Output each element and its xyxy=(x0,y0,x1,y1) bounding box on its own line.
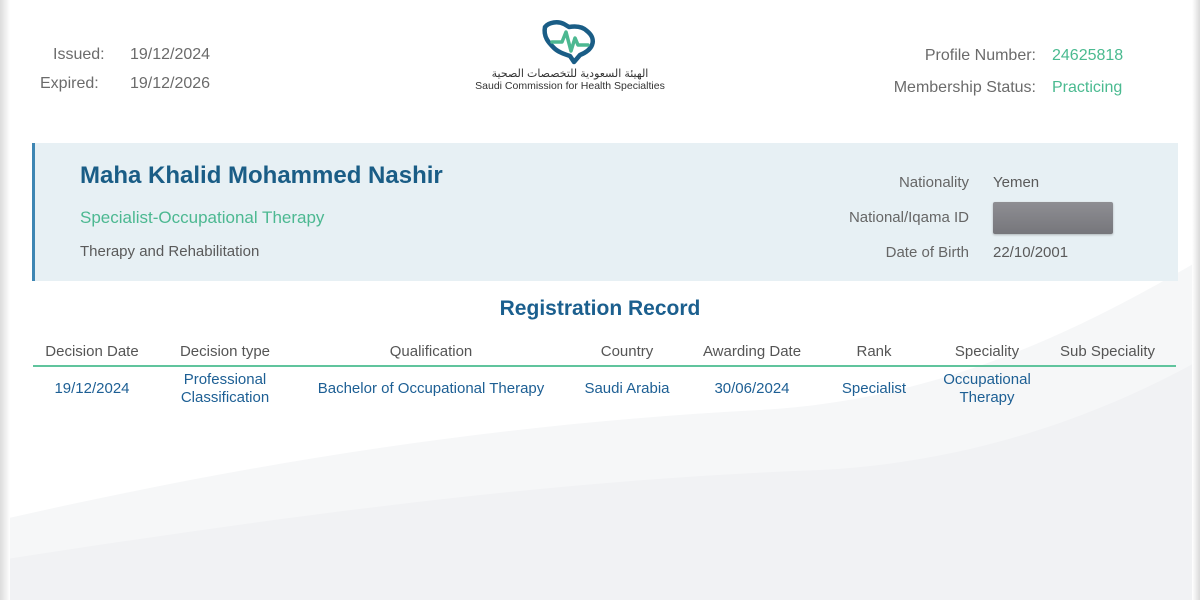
cell-rank: Specialist xyxy=(841,380,907,397)
column-header-sub-speciality: Sub Speciality xyxy=(1059,342,1156,360)
practitioner-details xyxy=(805,165,1113,270)
issued-value: 19/12/2024 xyxy=(130,45,211,63)
column-header-qualification: Qualification xyxy=(389,342,473,360)
national-id-label: National/Iqama ID xyxy=(848,209,969,226)
cell-decision-type-line1: Professional xyxy=(183,371,267,388)
nationality-value: Yemen xyxy=(993,174,1040,191)
profile-number-value: 24625818 xyxy=(1052,47,1124,64)
practitioner-name: Maha Khalid Mohammed Nashir xyxy=(80,162,443,189)
expired-label: Expired: xyxy=(40,74,99,92)
scfhs-logo xyxy=(470,18,670,100)
expired-value: 19/12/2026 xyxy=(130,74,211,92)
profile-info xyxy=(894,40,1122,104)
national-id-redaction xyxy=(993,202,1113,234)
column-header-awarding-date: Awarding Date xyxy=(702,342,802,360)
cell-speciality xyxy=(935,371,1039,407)
membership-status-row xyxy=(894,72,1122,104)
column-header-decision-type: Decision type xyxy=(179,342,271,360)
registration-record-title: Registration Record xyxy=(499,297,701,320)
cell-qualification: Bachelor of Occupational Therapy xyxy=(317,380,545,397)
column-header-decision-date: Decision Date xyxy=(45,342,139,360)
membership-status-value: Practicing xyxy=(1052,79,1123,96)
issued-label: Issued: xyxy=(53,45,105,63)
issue-dates xyxy=(40,40,210,98)
column-header-country: Country xyxy=(600,342,654,360)
practitioner-info-band xyxy=(32,143,1178,281)
logo-arabic-name: الهيئة السعودية للتخصصات الصحية xyxy=(491,68,649,80)
cell-speciality-line1: Occupational xyxy=(943,371,1031,388)
profile-number-label: Profile Number: xyxy=(924,47,1036,64)
scfhs-heartbeat-logo-icon xyxy=(538,18,602,66)
dob-value: 22/10/2001 xyxy=(993,244,1069,261)
issued-row xyxy=(40,40,210,69)
column-header-speciality: Speciality xyxy=(954,342,1020,360)
table-header xyxy=(33,337,1176,367)
cell-speciality-line2: Therapy xyxy=(959,389,1015,406)
cell-decision-type xyxy=(151,371,299,407)
nationality-label: Nationality xyxy=(898,174,969,191)
logo-english-name: Saudi Commission for Health Specialties xyxy=(475,80,665,92)
nationality-row xyxy=(805,165,1113,200)
profile-number-row xyxy=(894,40,1122,72)
column-header-rank: Rank xyxy=(856,342,892,360)
practitioner-department: Therapy and Rehabilitation xyxy=(80,243,260,260)
table-row xyxy=(33,367,1176,411)
membership-status-label: Membership Status: xyxy=(893,79,1036,96)
cell-decision-type-line2: Classification xyxy=(180,389,270,406)
expired-row xyxy=(40,69,210,98)
national-id-row xyxy=(805,200,1113,235)
dob-label: Date of Birth xyxy=(885,244,969,261)
practitioner-title: Specialist-Occupational Therapy xyxy=(80,208,325,227)
registration-record-table xyxy=(33,337,1176,411)
cell-awarding-date: 30/06/2024 xyxy=(714,380,790,397)
cell-decision-date: 19/12/2024 xyxy=(54,380,130,397)
cell-country: Saudi Arabia xyxy=(584,380,670,397)
dob-row xyxy=(805,235,1113,270)
